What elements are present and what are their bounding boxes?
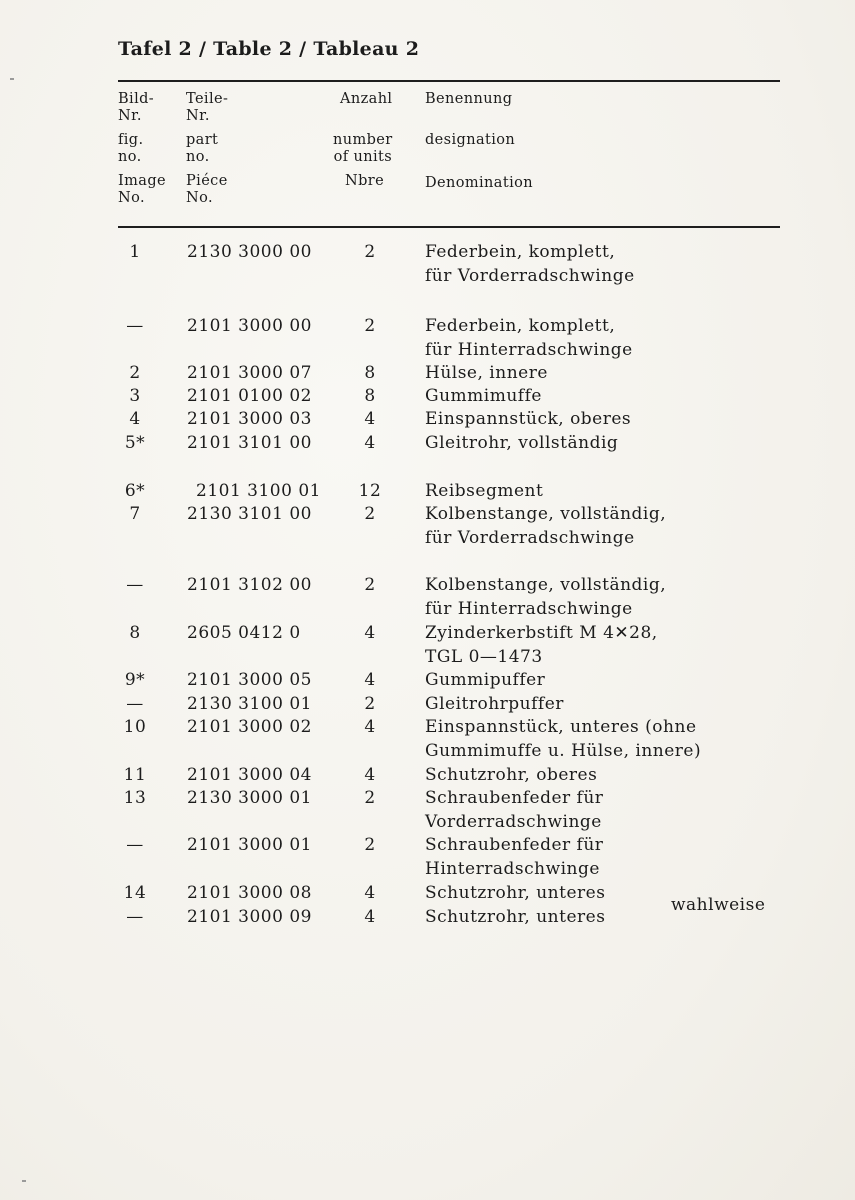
cell-part-number: 2101 3000 01 [187,835,312,855]
optional-note: wahlweise [671,895,766,915]
cell-quantity: 4 [364,670,376,690]
header-anzahl-en: number of units [333,132,393,165]
cell-bild: 6* [124,481,146,501]
cell-bild: 7 [129,504,141,524]
cell-bild: 2 [129,363,141,383]
cell-quantity: 4 [364,433,376,453]
cell-quantity: 4 [364,765,376,785]
cell-designation [425,764,597,788]
cell-designation [425,669,545,693]
cell-designation [425,408,631,432]
cell-quantity: 2 [364,575,376,595]
page-speck [22,1180,26,1182]
header-bild-fr: Image No. [118,173,166,206]
header-bild-en: fig. no. [118,132,144,165]
designation-line: für Vorderradschwinge [425,527,635,548]
cell-designation [425,716,701,763]
header-teile-fr: Piéce No. [186,173,228,206]
cell-part-number: 2101 3101 00 [187,433,312,453]
cell-part-number: 2101 3000 09 [187,907,312,927]
designation-line: Gummimuffe u. Hülse, innere) [425,740,702,761]
cell-bild: — [126,316,144,336]
cell-bild: 14 [123,883,147,903]
cell-bild: — [126,907,144,927]
cell-part-number: 2101 3000 00 [187,316,312,336]
designation-line: Gleitrohr, vollständig [425,433,619,453]
cell-quantity: 8 [364,363,376,383]
cell-bild: 8 [129,623,141,643]
designation-line: Schraubenfeder für [425,788,604,808]
cell-designation [425,385,542,409]
cell-part-number: 2130 3100 01 [187,694,312,714]
designation-line: Gummimuffe [425,386,542,406]
cell-quantity: 2 [364,242,376,262]
cell-part-number: 2101 3100 01 [196,481,321,501]
designation-line: Einspannstück, oberes [425,409,632,429]
cell-designation [425,906,605,930]
cell-part-number: 2101 3102 00 [187,575,312,595]
cell-designation [425,480,543,504]
cell-part-number: 2101 3000 07 [187,363,312,383]
cell-bild: 3 [129,386,141,406]
cell-designation [425,432,618,456]
cell-part-number: 2101 3000 04 [187,765,312,785]
cell-designation [425,241,635,288]
cell-part-number: 2605 0412 0 [187,623,301,643]
header-bottom-rule [118,226,780,228]
cell-bild: 11 [123,765,147,785]
cell-quantity: 2 [364,788,376,808]
cell-part-number: 2101 0100 02 [187,386,312,406]
cell-designation [425,787,603,834]
designation-line: für Hinterradschwinge [425,598,633,619]
designation-line: Schutzrohr, unteres [425,907,606,927]
designation-line: TGL 0—1473 [425,646,543,667]
cell-part-number: 2101 3000 05 [187,670,312,690]
designation-line: Reibsegment [425,481,544,501]
cell-quantity: 2 [364,694,376,714]
cell-quantity: 12 [358,481,382,501]
header-teile-en: part no. [186,132,219,165]
designation-line: Vorderradschwinge [425,811,602,832]
designation-line: Schutzrohr, oberes [425,765,598,785]
cell-quantity: 2 [364,504,376,524]
cell-part-number: 2130 3000 00 [187,242,312,262]
cell-part-number: 2130 3000 01 [187,788,312,808]
cell-bild: 5* [124,433,146,453]
cell-quantity: 4 [364,883,376,903]
cell-quantity: 2 [364,316,376,336]
cell-bild: 1 [129,242,141,262]
header-benennung-de: Benennung [425,91,513,107]
designation-line: Federbein, komplett, [425,242,616,262]
header-bild-de: Bild- Nr. [118,91,155,124]
cell-part-number: 2101 3000 03 [187,409,312,429]
cell-designation [425,693,564,717]
page-title: Tafel 2 / Table 2 / Tableau 2 [118,38,420,60]
header-teile-de: Teile- Nr. [186,91,229,124]
cell-bild: 4 [129,409,141,429]
designation-line: Kolbenstange, vollständig, [425,504,667,524]
cell-quantity: 2 [364,835,376,855]
cell-part-number: 2101 3000 08 [187,883,312,903]
header-anzahl-de: Anzahl [340,91,393,107]
header-benennung-en: designation [425,132,516,148]
designation-line: Gummipuffer [425,670,546,690]
header-benennung-fr: Denomination [425,175,533,191]
cell-quantity: 4 [364,907,376,927]
designation-line: Hinterradschwinge [425,858,600,879]
designation-line: Schraubenfeder für [425,835,604,855]
cell-bild: — [126,694,144,714]
cell-quantity: 4 [364,409,376,429]
designation-line: Zyinderkerbstift M 4✕28, [425,623,658,643]
designation-line: Schutzrohr, unteres [425,883,606,903]
designation-line: Federbein, komplett, [425,316,616,336]
designation-line: Gleitrohrpuffer [425,694,564,714]
cell-bild: 9* [124,670,146,690]
cell-designation [425,622,658,669]
header-top-rule [118,80,780,82]
cell-bild: 13 [123,788,147,808]
cell-designation [425,574,666,621]
cell-quantity: 8 [364,386,376,406]
cell-designation [425,882,605,906]
cell-part-number: 2130 3101 00 [187,504,312,524]
designation-line: Hülse, innere [425,363,548,383]
designation-line: für Vorderradschwinge [425,265,635,286]
page-speck [10,78,14,80]
cell-quantity: 4 [364,623,376,643]
cell-bild: — [126,575,144,595]
cell-designation [425,362,548,386]
cell-part-number: 2101 3000 02 [187,717,312,737]
designation-line: Einspannstück, unteres (ohne [425,717,697,737]
cell-designation [425,315,633,362]
cell-quantity: 4 [364,717,376,737]
cell-bild: — [126,835,144,855]
header-anzahl-fr: Nbre [345,173,385,189]
designation-line: für Hinterradschwinge [425,339,633,360]
cell-designation [425,834,603,881]
designation-line: Kolbenstange, vollständig, [425,575,667,595]
cell-designation [425,503,666,550]
cell-bild: 10 [123,717,147,737]
